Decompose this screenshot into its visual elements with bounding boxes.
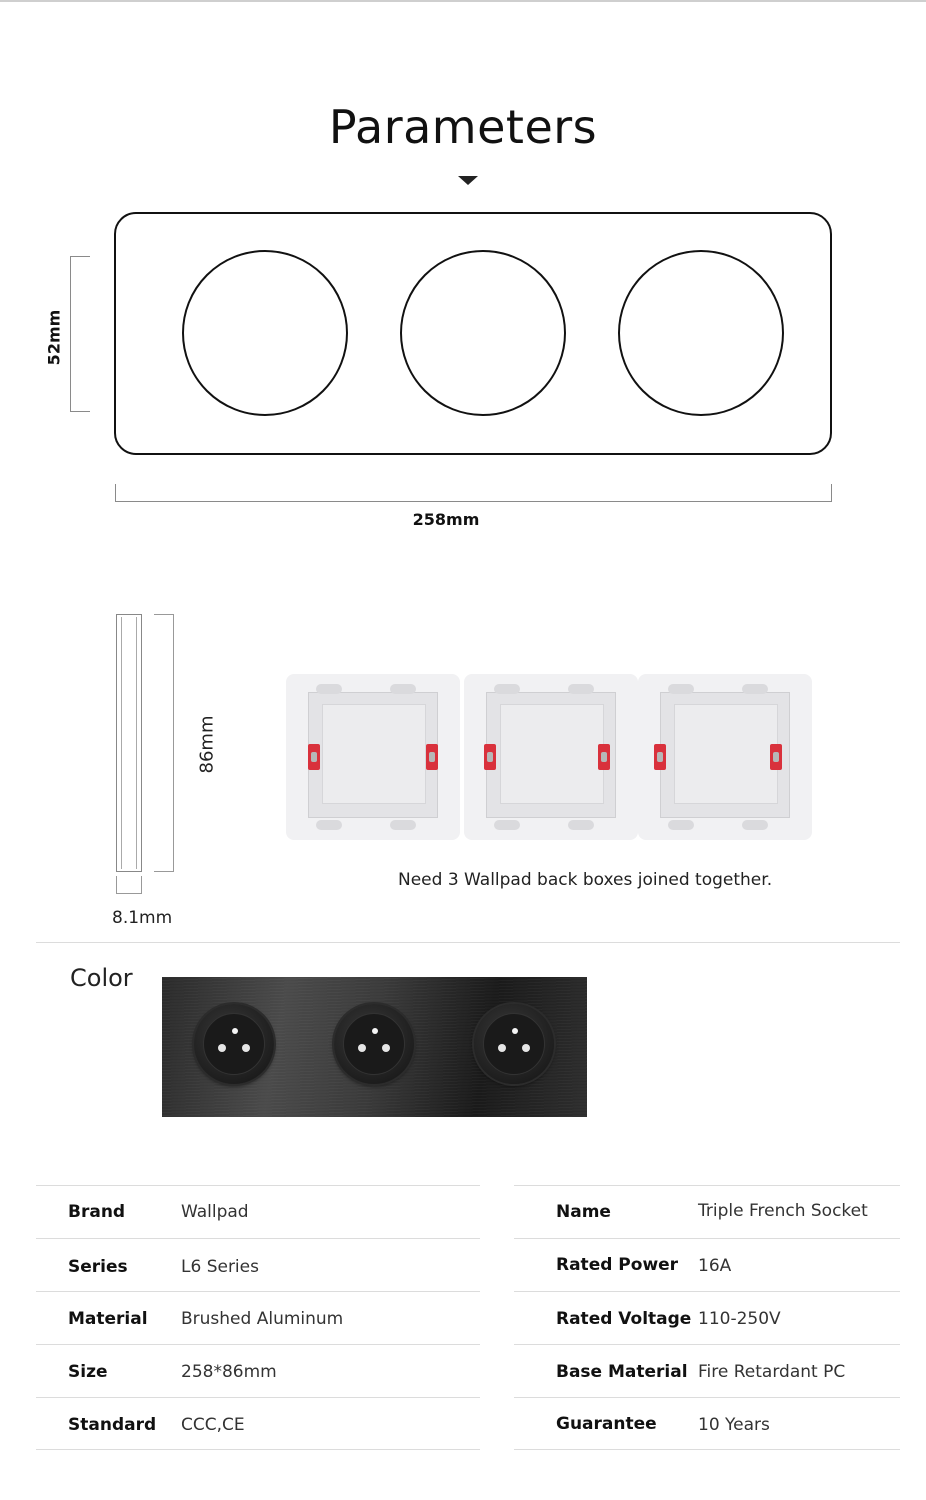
panel-side-profile [116,614,142,872]
table-row [36,1291,480,1344]
table-row [36,1238,480,1291]
table-row [514,1344,900,1397]
back-box [286,674,460,840]
spec-key: Standard [68,1415,157,1435]
thickness-dimension-label: 8.1mm [112,908,173,928]
spec-key: Guarantee [556,1414,657,1434]
spec-value: 16A [698,1256,732,1276]
spec-key: Base Material [556,1362,688,1382]
spec-key: Name [556,1202,611,1222]
table-row [514,1185,900,1238]
table-row [36,1397,480,1450]
depth-dimension-label: 86mm [196,715,218,774]
back-box-note: Need 3 Wallpad back boxes joined together. [398,870,773,890]
french-socket-1 [194,1004,274,1084]
socket-outline-2 [400,250,566,416]
spec-value: Triple French Socket [698,1201,868,1221]
panel-front-outline [114,212,832,455]
product-color-swatch[interactable] [162,977,587,1117]
spec-value: Fire Retardant PC [698,1362,846,1382]
french-socket-2 [334,1004,414,1084]
spec-value: 110-250V [698,1309,781,1329]
table-row [514,1397,900,1450]
spec-key: Material [68,1309,148,1329]
spec-value: CCC,CE [181,1415,245,1435]
spec-key: Brand [68,1202,126,1222]
width-dimension-label: 258mm [412,510,480,529]
section-divider [36,942,900,943]
top-divider [0,0,926,2]
french-socket-3 [474,1004,554,1084]
table-row [514,1238,900,1291]
socket-outline-1 [182,250,348,416]
spec-value: Brushed Aluminum [181,1309,344,1329]
back-box [638,674,812,840]
width-dimension-line [115,484,832,502]
back-box [464,674,638,840]
spec-value: L6 Series [181,1257,259,1277]
spec-value: Wallpad [181,1202,249,1222]
spec-key: Series [68,1257,128,1277]
spec-key: Rated Power [556,1255,679,1275]
spec-key: Size [68,1362,108,1382]
spec-key: Rated Voltage [556,1309,692,1329]
caret-down-icon [458,176,478,185]
spec-value: 10 Years [698,1415,770,1435]
table-row [36,1185,480,1238]
back-boxes-image [286,674,806,840]
spec-value: 258*86mm [181,1362,277,1382]
page-title: Parameters [328,100,598,154]
color-label: Color [70,964,133,992]
height-dimension-line [70,256,90,412]
depth-dimension-line [154,614,174,872]
height-dimension-label: 52mm [44,309,64,366]
thickness-dimension-line [116,876,142,894]
socket-outline-3 [618,250,784,416]
table-row [514,1291,900,1344]
table-row [36,1344,480,1397]
